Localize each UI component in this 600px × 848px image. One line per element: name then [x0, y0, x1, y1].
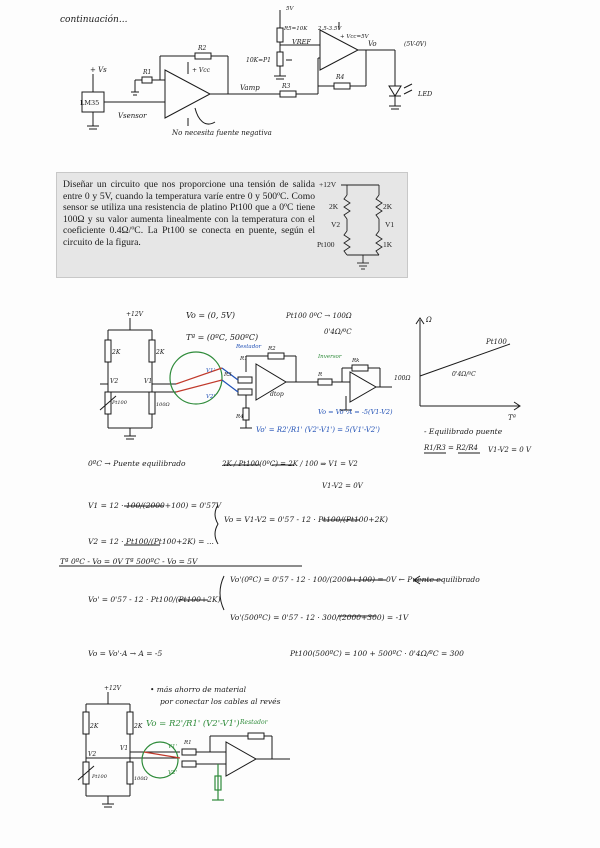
bridge-rc: 100Ω: [156, 402, 170, 408]
label-5v: 5V: [286, 6, 294, 12]
graph-ylabel: Ω: [426, 316, 432, 324]
amp-r2: R2: [268, 346, 276, 352]
label-vsensor: Vsensor: [118, 112, 147, 120]
fig-supply: +12V: [319, 180, 337, 189]
line-11: Pt100(500ºC) = 100 + 500ºC · 0'4Ω/ºC = 300: [290, 649, 464, 658]
bottom-r1: R1: [184, 740, 192, 746]
graph-y0: 100Ω: [394, 375, 411, 382]
bottom-v2: V2: [88, 751, 97, 758]
heading: continuación...: [60, 15, 128, 25]
label-vcc: + Vcc: [192, 67, 210, 74]
label-r1: R1: [143, 69, 152, 76]
amp-dtop: dtop: [270, 391, 284, 398]
amp-rk: Rk: [352, 358, 360, 364]
problem-text: Diseñar un circuito que nos proporcione una tensión de salida entre 0 y 5V, cuando la temperatura varíe entre 0 y 500ºC. Como sensor se utiliza una resistencia de platino Pt100 que a 0ºC tiene 100Ω y su valor aumenta linealmente con la temperatura con el coeficiente 0.4Ω/ºC. La Pt100 se conecta en puente, según el circuito de la figura.: [63, 179, 315, 248]
spec-pt100: Pt100 0ºC → 100Ω: [286, 312, 352, 320]
label-p1: 10K=P1: [246, 57, 271, 64]
note-no-negative: No necesita fuente negativa: [172, 129, 272, 137]
label-r5: R5=10K: [284, 26, 308, 32]
line-0: 0ºC → Puente equilibrado: [88, 459, 186, 468]
line-6: Tª 0ºC - Vo = 0V Tª 500ºC - Vo = 5V: [60, 557, 198, 566]
bottom-note1: • más ahorro de material: [150, 685, 247, 694]
bridge-pt: Pt100: [112, 400, 127, 406]
graph-xlabel: Tª: [508, 414, 516, 422]
label-vref: VREF: [292, 38, 311, 46]
label-r3: R3: [282, 83, 291, 90]
bridge-v1: V1: [144, 378, 153, 385]
line-4: Vo = V1-V2 = 0'57 - 12 · Pt100/(Pt100+2K): [224, 515, 388, 524]
amp-inversor: Inversor: [318, 354, 342, 360]
fig-v1: V1: [385, 220, 395, 229]
eq-vo2: Vo' = R2'/R1' (V2'-V1') = 5(V1'-V2'): [256, 426, 380, 434]
label-lm35: LM35: [80, 99, 100, 107]
balance-eq: R1/R3 = R2/R4: [424, 444, 478, 452]
line-1: 2K / Pt100(0ºC) = 2K / 100 ⇒ V1 = V2: [222, 460, 358, 468]
label-vcc2: + Vcc=5V: [340, 34, 369, 40]
label-vo: Vo: [368, 40, 377, 48]
bridge-ra: 2K: [112, 349, 121, 356]
spec-vo: Vo = (0, 5V): [186, 311, 235, 320]
bridge-rb: 2K: [156, 349, 165, 356]
label-vamp: Vamp: [240, 84, 260, 92]
amp-rin: R: [318, 372, 323, 378]
fig-r-left: 2K: [329, 202, 339, 211]
balance-title: - Equilibrado puente: [424, 427, 503, 436]
bridge-v2: V2: [110, 378, 119, 385]
bottom-supply: +12V: [104, 685, 121, 692]
bottom-rb: 2K: [134, 723, 143, 730]
line-5: V2 = 12 · Pt100/(Pt100+2K) = ...: [88, 537, 214, 546]
bottom-v1: V1: [120, 745, 129, 752]
problem-statement-box: [56, 172, 408, 278]
amp-r3: R3: [224, 372, 232, 378]
bottom-v1p: V1': [168, 744, 177, 750]
line-2: V1-V2 = 0V: [322, 482, 363, 490]
line-3: V1 = 12 · 100/(2000+100) = 0'57V: [88, 501, 222, 510]
bottom-eq: Vo = R2'/R1' (V2'-V1'): [146, 719, 240, 729]
graph-series: Pt100: [486, 338, 507, 346]
bottom-v2p: V2': [168, 770, 177, 776]
bottom-rc: 100Ω: [134, 776, 148, 782]
label-led: LED: [418, 90, 433, 98]
label-vo-range: (5V-0V): [404, 41, 427, 48]
line-9: Vo'(500ºC) = 0'57 - 12 · 300/(2000+300) = -1V: [230, 613, 409, 622]
spec-t: Tª = (0ºC, 500ºC): [186, 333, 259, 342]
line-7: Vo'(0ºC) = 0'57 - 12 · 100/(2000+100) = 0V ← Puente equilibrado: [230, 575, 480, 584]
amp-v2p: V2': [206, 394, 215, 400]
label-vs: + Vs: [90, 66, 107, 74]
line-10: Vo = Vo'·A → A = -5: [88, 649, 163, 658]
fig-r-bottom: 1K: [383, 240, 393, 249]
bottom-note2: por conectar los cables al revés: [160, 697, 281, 706]
amp-restador: Restador: [236, 344, 262, 350]
label-r4: R4: [336, 74, 345, 81]
label-vref-val: 2.5-3.5V: [318, 26, 342, 32]
graph-slope: 0'4Ω/ºC: [452, 371, 476, 378]
fig-r-right: 2K: [383, 202, 393, 211]
bottom-restador: Restador: [240, 719, 268, 726]
line-8: Vo' = 0'57 - 12 · Pt100/(Pt100+2K): [88, 595, 221, 604]
bridge-supply: +12V: [126, 311, 143, 318]
label-r2: R2: [198, 45, 207, 52]
spec-coef: 0'4Ω/ºC: [324, 328, 352, 336]
fig-pt100: Pt100: [317, 240, 335, 249]
problem-bridge-figure: [317, 175, 405, 275]
eq-vo: Vo = Vo'·A = -5(V1-V2): [318, 408, 393, 416]
balance-cond: V1-V2 = 0 V: [488, 446, 531, 454]
amp-r4: R4: [236, 414, 244, 420]
bottom-pt: Pt100: [92, 774, 107, 780]
amp-r1: R1: [240, 356, 248, 362]
amp-v1p: V1': [206, 368, 215, 374]
fig-v2: V2: [331, 220, 341, 229]
bottom-ra: 2K: [90, 723, 99, 730]
